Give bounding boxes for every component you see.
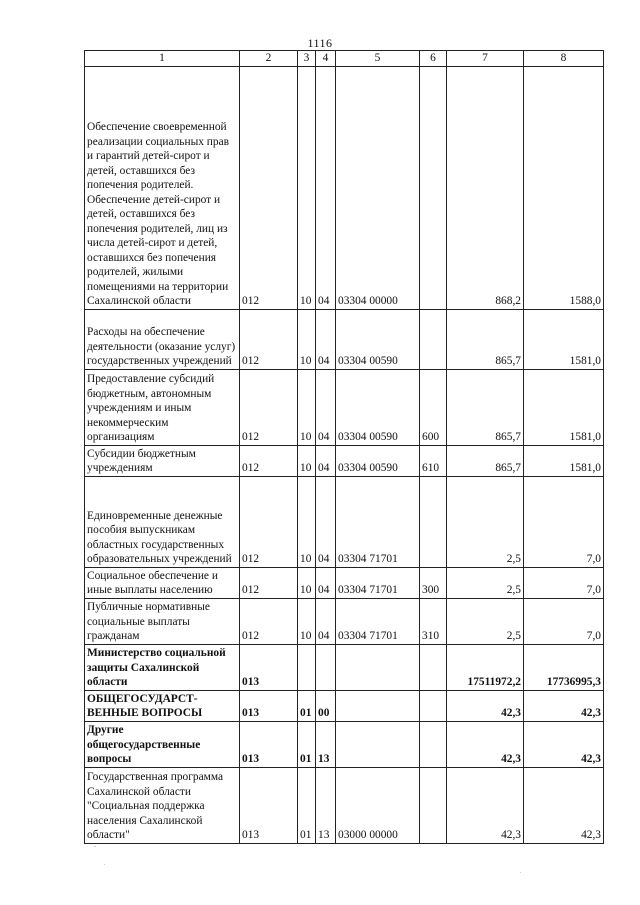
column-header: 5	[336, 51, 420, 67]
table-row	[85, 476, 604, 567]
row-name: Субсидии бюджетным учреждениям	[85, 445, 240, 476]
section-code: 01	[298, 767, 316, 843]
expense-type-code: 610	[420, 445, 447, 476]
amount-col-7: 865,7	[447, 309, 524, 369]
target-article-code: 03304 00590	[336, 445, 420, 476]
target-article-code	[336, 721, 420, 767]
row-name: Расходы на обеспечение деятельности (оказание услуг) государственных учреждений	[85, 309, 240, 369]
table-row	[85, 721, 604, 767]
expense-type-code	[420, 721, 447, 767]
section-code: 10	[298, 598, 316, 644]
section-code: 10	[298, 445, 316, 476]
section-code: 10	[298, 476, 316, 567]
ministry-code: 013	[240, 767, 298, 843]
section-code: 10	[298, 369, 316, 445]
target-article-code: 03000 00000	[336, 767, 420, 843]
section-code: 10	[298, 567, 316, 598]
amount-col-7: 2,5	[447, 567, 524, 598]
target-article-code: 03304 71701	[336, 476, 420, 567]
amount-col-8: 1581,0	[524, 309, 604, 369]
subsection-code: 04	[316, 66, 336, 309]
row-name: Единовременные денежные пособия выпускникам областных государственных образовательных учреждений	[85, 476, 240, 567]
amount-col-8: 7,0	[524, 598, 604, 644]
budget-table	[84, 50, 604, 844]
amount-col-7: 42,3	[447, 767, 524, 843]
ministry-code: 012	[240, 476, 298, 567]
column-header: 6	[420, 51, 447, 67]
expense-type-code	[420, 767, 447, 843]
row-name: Социальное обеспечение и иные выплаты населению	[85, 567, 240, 598]
amount-col-7: 2,5	[447, 476, 524, 567]
expense-type-code: 600	[420, 369, 447, 445]
amount-col-8: 42,3	[524, 690, 604, 721]
row-name: Предоставление субсидий бюджетным, автономным учреждениям и иным некоммерческим организациям	[85, 369, 240, 445]
page-number: 1116	[307, 36, 333, 50]
expense-type-code	[420, 66, 447, 309]
ministry-code: 012	[240, 567, 298, 598]
amount-col-7: 42,3	[447, 721, 524, 767]
subsection-code: 00	[316, 690, 336, 721]
target-article-code	[336, 644, 420, 690]
section-code: 01	[298, 721, 316, 767]
amount-col-8: 42,3	[524, 721, 604, 767]
amount-col-7: 42,3	[447, 690, 524, 721]
amount-col-8: 7,0	[524, 567, 604, 598]
ministry-code: 013	[240, 721, 298, 767]
column-header: 4	[316, 51, 336, 67]
amount-col-8: 1581,0	[524, 445, 604, 476]
target-article-code: 03304 00590	[336, 309, 420, 369]
expense-type-code	[420, 309, 447, 369]
target-article-code: 03304 71701	[336, 598, 420, 644]
table-row	[85, 66, 604, 309]
section-code	[298, 644, 316, 690]
row-name: Обеспечение своевременной реализации социальных прав и гарантий детей-сирот и детей, оставшихся без попечения родителей. Обеспечение детей-сирот и детей, оставшихся без попечения родителей, лиц из числа детей-сирот и детей, оставшихся без попечения родителей, жилыми помещениями на территории Сахалинской области	[85, 66, 240, 309]
subsection-code: 13	[316, 767, 336, 843]
table-row	[85, 767, 604, 843]
subsection-code: 13	[316, 721, 336, 767]
ministry-code: 013	[240, 690, 298, 721]
subsection-code: 04	[316, 476, 336, 567]
subsection-code: 04	[316, 598, 336, 644]
target-article-code	[336, 690, 420, 721]
table-row	[85, 369, 604, 445]
ministry-code: 012	[240, 309, 298, 369]
table-header-row	[85, 51, 604, 67]
ministry-code: 012	[240, 66, 298, 309]
amount-col-7: 17511972,2	[447, 644, 524, 690]
subsection-code: 04	[316, 309, 336, 369]
subsection-code: 04	[316, 369, 336, 445]
ministry-code: 013	[240, 644, 298, 690]
amount-col-8: 17736995,3	[524, 644, 604, 690]
expense-type-code: 300	[420, 567, 447, 598]
row-name: Министерство социальной защиты Сахалинской области	[85, 644, 240, 690]
expense-type-code	[420, 476, 447, 567]
section-code: 01	[298, 690, 316, 721]
subsection-code: 04	[316, 445, 336, 476]
expense-type-code: 310	[420, 598, 447, 644]
row-name: Другие общегосударственные вопросы	[85, 721, 240, 767]
target-article-code: 03304 00590	[336, 369, 420, 445]
table-row	[85, 690, 604, 721]
column-header: 8	[524, 51, 604, 67]
expense-type-code	[420, 690, 447, 721]
amount-col-8: 1581,0	[524, 369, 604, 445]
subsection-code: 04	[316, 567, 336, 598]
column-header: 7	[447, 51, 524, 67]
column-header: 2	[240, 51, 298, 67]
column-header: 3	[298, 51, 316, 67]
table-row	[85, 445, 604, 476]
table-row	[85, 598, 604, 644]
row-name: ОБЩЕГОСУДАРСТ-ВЕННЫЕ ВОПРОСЫ	[85, 690, 240, 721]
amount-col-8: 7,0	[524, 476, 604, 567]
column-header: 1	[85, 51, 240, 67]
section-code: 10	[298, 309, 316, 369]
ministry-code: 012	[240, 598, 298, 644]
scan-speck	[520, 872, 521, 873]
subsection-code	[316, 644, 336, 690]
expense-type-code	[420, 644, 447, 690]
table-row	[85, 309, 604, 369]
target-article-code: 03304 00000	[336, 66, 420, 309]
amount-col-7: 2,5	[447, 598, 524, 644]
row-name: Государственная программа Сахалинской области "Социальная поддержка населения Сахалинской области"	[85, 767, 240, 843]
ministry-code: 012	[240, 369, 298, 445]
ministry-code: 012	[240, 445, 298, 476]
amount-col-8: 42,3	[524, 767, 604, 843]
table-row	[85, 644, 604, 690]
amount-col-8: 1588,0	[524, 66, 604, 309]
row-name: Публичные нормативные социальные выплаты гражданам	[85, 598, 240, 644]
table-row	[85, 567, 604, 598]
target-article-code: 03304 71701	[336, 567, 420, 598]
amount-col-7: 865,7	[447, 369, 524, 445]
scan-speck	[104, 864, 105, 865]
scan-speck	[94, 846, 96, 847]
amount-col-7: 865,7	[447, 445, 524, 476]
section-code: 10	[298, 66, 316, 309]
amount-col-7: 868,2	[447, 66, 524, 309]
